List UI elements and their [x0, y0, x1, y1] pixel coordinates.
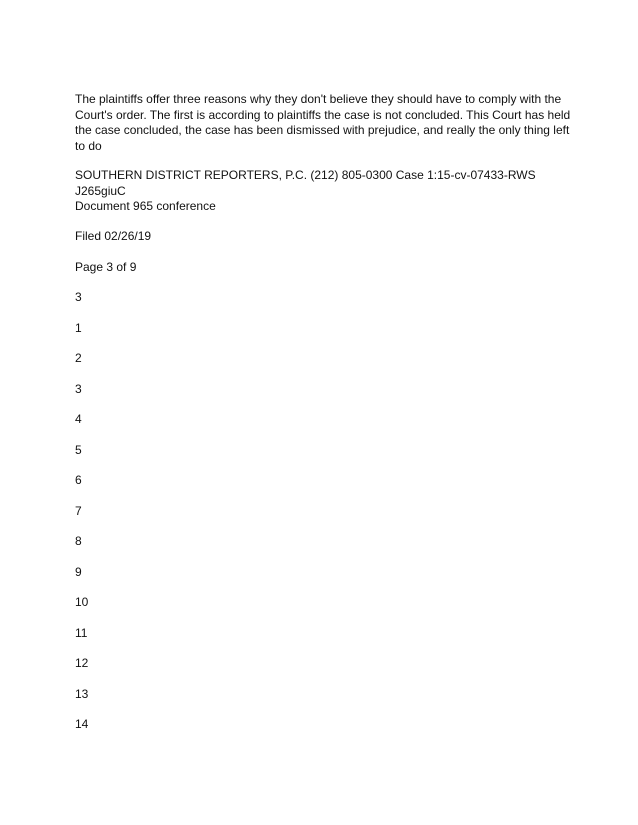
line-number: 11	[75, 625, 88, 640]
line-number: 14	[75, 717, 89, 731]
line-number: 10	[75, 595, 89, 609]
document-number: Document 965 conference	[75, 198, 216, 213]
line-number: 3	[75, 290, 82, 304]
line-number: 7	[75, 503, 82, 518]
line-number: 2	[75, 351, 82, 365]
line-number: 1	[75, 320, 82, 335]
line-number: 3	[75, 381, 82, 396]
line-number: 6	[75, 473, 82, 487]
line-number: 4	[75, 412, 82, 426]
line-number: 13	[75, 686, 89, 701]
page-indicator: Page 3 of 9	[75, 259, 137, 274]
filed-date: Filed 02/26/19	[75, 229, 152, 243]
line-number: 12	[75, 656, 89, 670]
line-number: 8	[75, 534, 82, 548]
line-number-list	[75, 290, 575, 748]
line-number: 9	[75, 564, 82, 579]
court-reporter-header: SOUTHERN DISTRICT REPORTERS, P.C. (212) 805-0300 Case 1:15-cv-07433-RWS J265giuC	[75, 168, 536, 198]
document-page	[75, 92, 575, 748]
transcript-paragraph: The plaintiffs offer three reasons why they don't believe they should have to comply with the Court's order. The first is according to plaintiffs the case is not concluded. This Court has held the case concluded, the case has been dismissed with prejudice, and really the only thing left to do	[75, 92, 571, 153]
line-number: 5	[75, 442, 82, 457]
